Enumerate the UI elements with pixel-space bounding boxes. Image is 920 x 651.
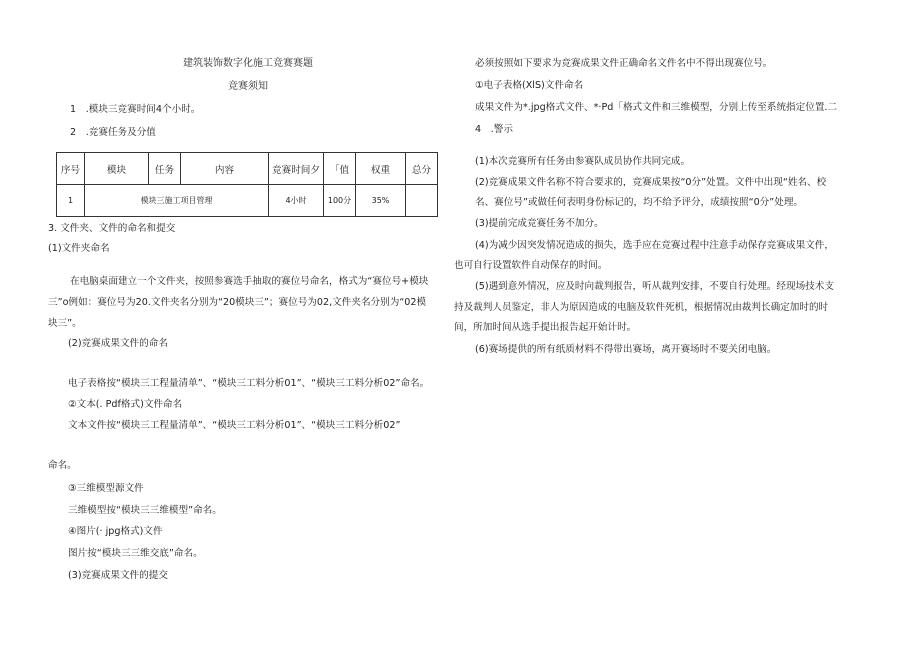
paragraph-line: 成果文件为*.jpg格式文件、*·Pd「格式文件和三维模型，分别上传至系统指定位置.二 — [475, 102, 838, 113]
paragraph-line: 图片按“模块三三维交底”命名。 — [68, 548, 203, 559]
table-header: 「值 — [324, 153, 356, 185]
warning-4: (4)为减少因突发情况造成的损失，选手应在竞赛过程中注意手动保存竞赛成果文件， — [475, 240, 834, 251]
subheading-3d: ③三维模型源文件 — [68, 483, 144, 494]
warning-5-cont: 间，所加时间从选手提出报告起开始计时。 — [454, 322, 637, 333]
warning-3: (3)提前完成竞赛任务不加分。 — [475, 218, 604, 229]
paragraph-line: 命名。 — [48, 460, 77, 471]
paragraph-line: 文本文件按“模块三工程量清单”、“模块三工料分析01”、“模块三工料分析02” — [68, 420, 401, 431]
table-cell — [406, 185, 438, 217]
warning-1: (1)本次竞赛所有任务由参赛队成员协作共同完成。 — [475, 156, 691, 167]
warning-2-cont: 名、赛位号”或做任何表明身份标记的，均不给予评分，成绩按照“0分”处理。 — [475, 197, 804, 208]
table-header: 模块 — [85, 153, 149, 185]
paragraph-line: 电子表格按“模块三工程量清单”、“模块三工料分析01”、“模块三工料分析02”命名。 — [68, 378, 430, 389]
subheading-submission: (3)竞赛成果文件的提交 — [68, 570, 168, 581]
warning-4-cont: 也可自行设置软件自动保存的时间。 — [454, 260, 608, 271]
subheading-folder: (1)文件夹命名 — [48, 243, 110, 254]
warning-6: (6)赛场提供的所有纸质材料不得带出赛场，离开赛场时不要关闭电脑。 — [475, 344, 777, 355]
table-header: 序号 — [57, 153, 85, 185]
item-2: 2 .竞赛任务及分值 — [70, 127, 156, 138]
paragraph-line: 三维模型按“模块三三维模型”命名。 — [68, 505, 222, 516]
warning-2: (2)竞赛成果文件名称不符合要求的，竞赛成果按“0分”处置。文件中出现“姓名、校 — [475, 177, 827, 188]
paragraph-line: 必须按照如下要求为竞赛成果文件正确命名文件名中不得出现赛位号。 — [475, 58, 773, 69]
section-title: 竞赛须知 — [228, 81, 268, 92]
table-cell: 1 — [57, 185, 85, 217]
subheading-results: (2)竞赛成果文件的命名 — [68, 338, 168, 349]
table-cell: 模块三施工项目管理 — [85, 185, 269, 217]
table-row — [57, 185, 438, 217]
item-4: 4 .警示 — [475, 124, 513, 135]
table-cell: 4小时 — [269, 185, 324, 217]
task-score-table — [56, 152, 438, 217]
warning-5-cont: 持及裁判人员鉴定，非人为原因造成的电脑及软件死机，根据情况由裁判长确定加时的时 — [454, 302, 829, 313]
paragraph-line: 块三”。 — [48, 318, 82, 329]
table-header: 总分 — [406, 153, 438, 185]
subheading-pdf: ②文本(. Pdf格式)文件命名 — [68, 399, 183, 410]
warning-5: (5)遇到意外情况，应及时向裁判报告，听从裁判安排，不要自行处理。经现场技术支 — [475, 281, 834, 292]
table-header: 竞赛时间夕 — [269, 153, 324, 185]
page-title: 建筑装饰数字化施工竞赛赛题 — [183, 58, 313, 69]
subheading-image: ④图片(· jpg格式)文件 — [68, 526, 163, 537]
subheading-excel: ①电子表格(XlS)文件命名 — [475, 80, 584, 91]
item-3: 3. 文件夹、文件的命名和提交 — [48, 223, 176, 234]
paragraph-line: 在电脑桌面建立一个文件夹，按照参赛选手抽取的赛位号命名，格式为“赛位号+模块 — [70, 276, 429, 287]
item-1: 1 .模块三竞赛时间4个小时。 — [70, 104, 201, 115]
table-header: 内容 — [181, 153, 269, 185]
table-header: 任务 — [149, 153, 181, 185]
table-header-row — [57, 153, 438, 185]
paragraph-line: 三”o例如：赛位号为20.文件夹名分别为“20模块三”；赛位号为02,文件夹名分别为“02模 — [48, 297, 427, 308]
table-cell: 35% — [356, 185, 406, 217]
table-cell: 100分 — [324, 185, 356, 217]
table-header: 权重 — [356, 153, 406, 185]
